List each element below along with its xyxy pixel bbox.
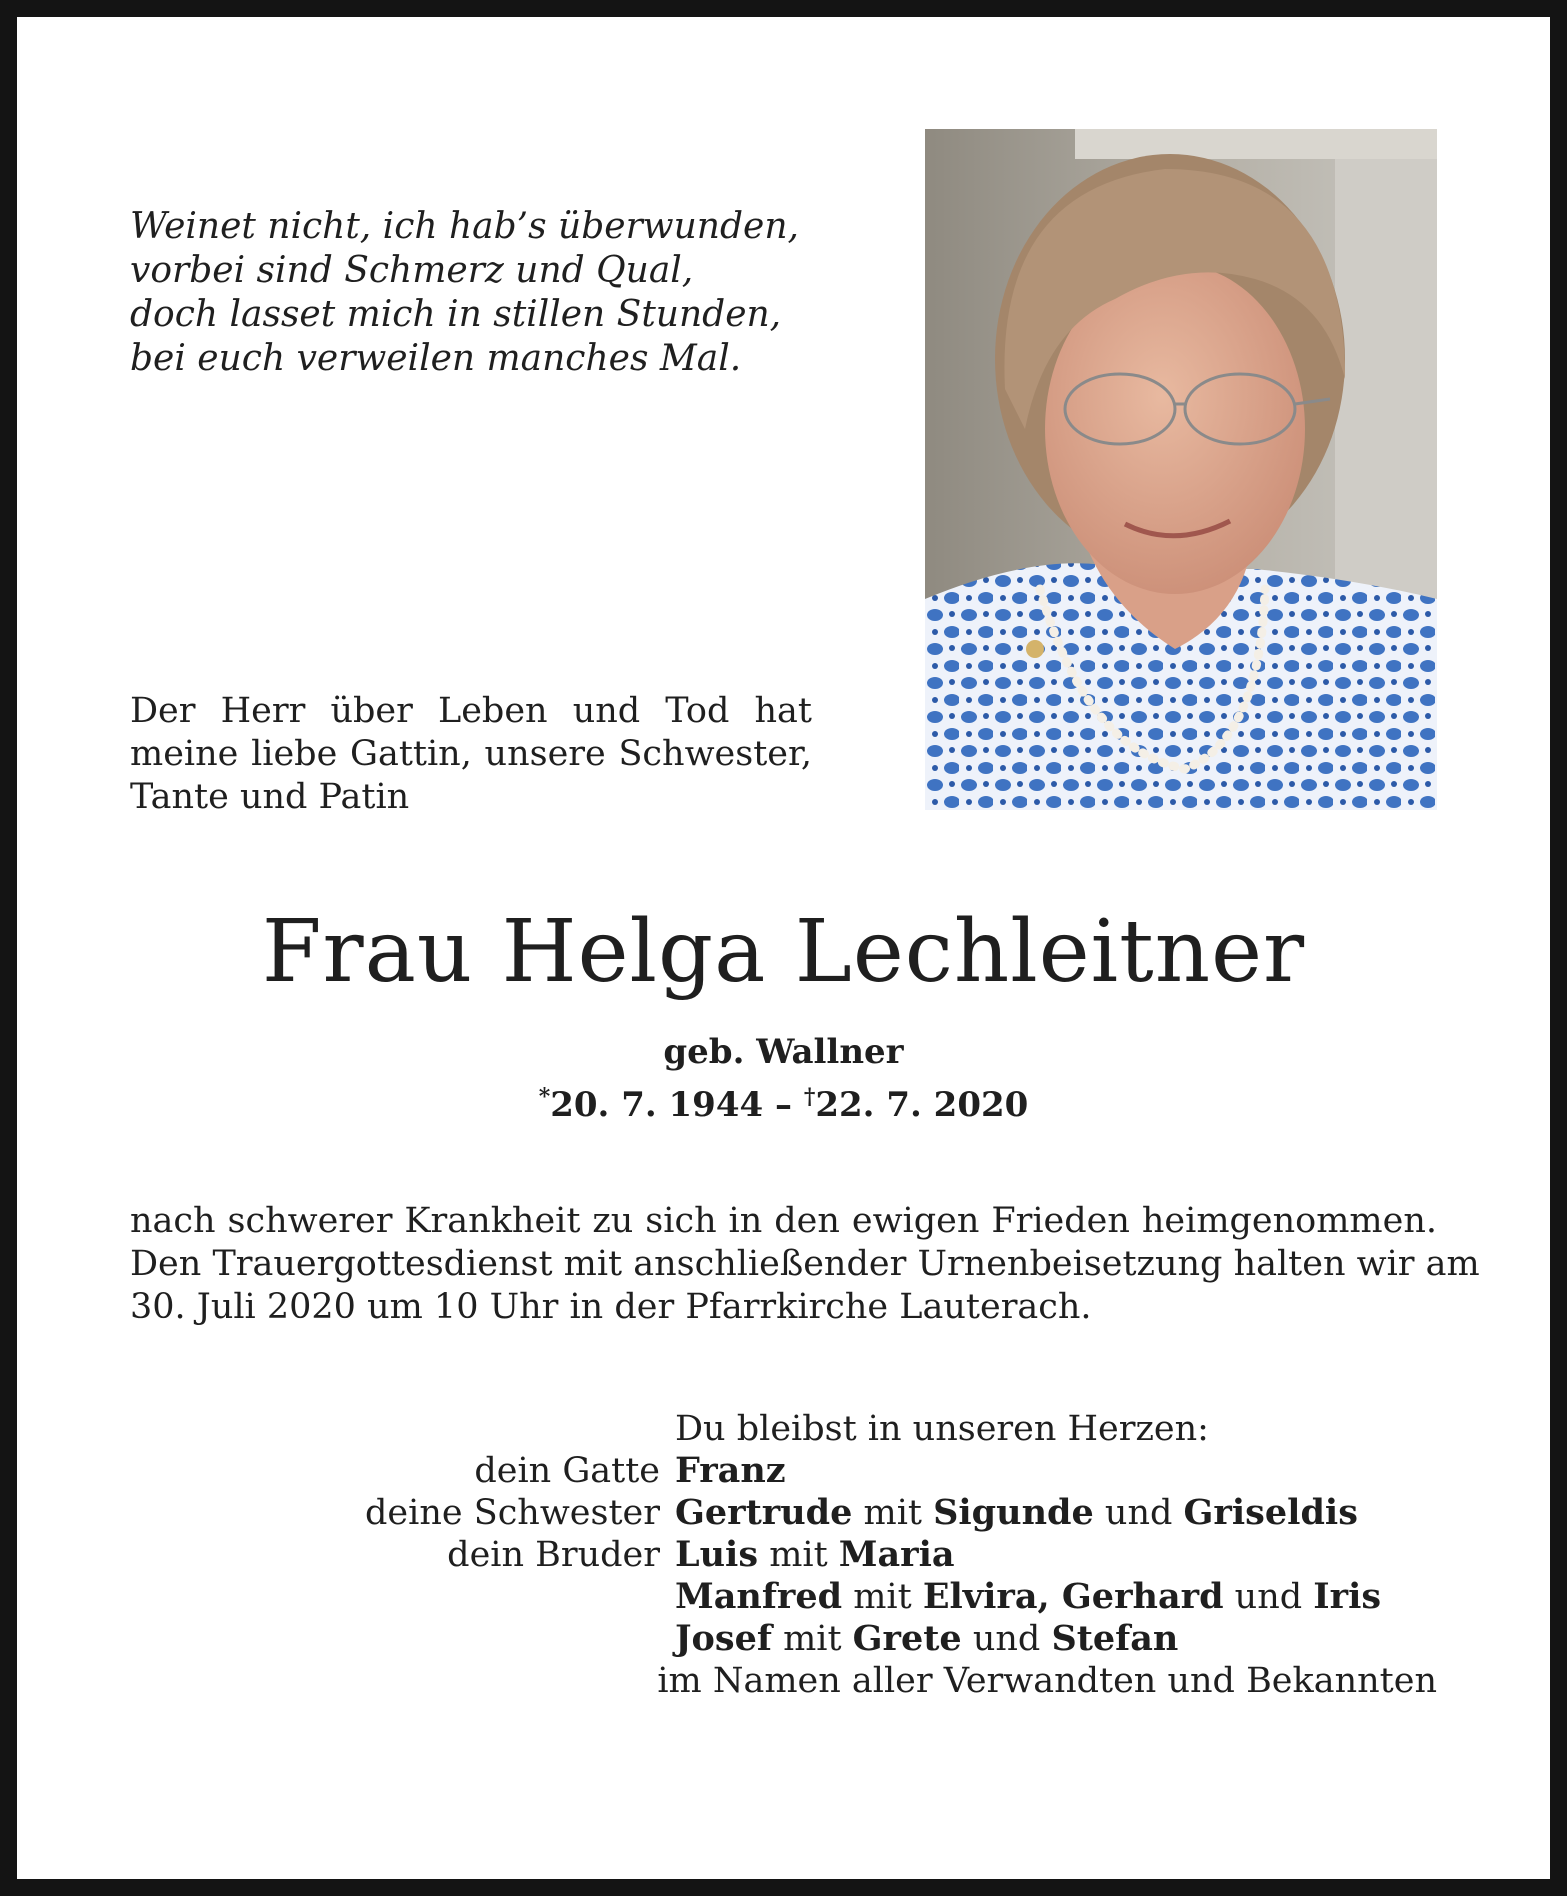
mourners-heading: Du bleibst in unseren Herzen:: [675, 1409, 1209, 1449]
mourner-names: [675, 1576, 1437, 1618]
mourner-connector: und: [1093, 1493, 1184, 1533]
mourner-name: Josef: [675, 1618, 772, 1659]
deceased-name: Frau Helga Lechleitner: [261, 902, 1306, 1002]
mourner-connector: und: [1223, 1577, 1314, 1617]
mourner-relation: dein Gatte: [474, 1451, 660, 1491]
mourner-name: Grete: [852, 1618, 962, 1659]
mourner-relation: [130, 1618, 675, 1660]
mourner-connector: mit: [852, 1493, 934, 1533]
mourners-closing-row: [130, 1660, 1437, 1702]
poem-line: Weinet nicht, ich hab’s überwunden,: [130, 206, 799, 247]
poem-line: doch lasset mich in stillen Stunden,: [130, 294, 782, 335]
mourner-names: [675, 1618, 1437, 1660]
announcement-line: 30. Juli 2020 um 10 Uhr in der Pfarrkirche Lauterach.: [130, 1287, 1092, 1327]
mourners-list: [130, 1408, 1437, 1702]
mourner-names: [675, 1492, 1437, 1534]
mourner-relation: dein Bruder: [447, 1535, 660, 1575]
mourner-connector: und: [961, 1619, 1052, 1659]
poem-line: vorbei sind Schmerz und Qual,: [130, 250, 694, 291]
mourner-name: Franz: [675, 1450, 786, 1491]
mourner-row: [130, 1450, 1437, 1492]
mourner-connector: mit: [758, 1535, 839, 1575]
mourner-name: Gertrude: [675, 1492, 853, 1533]
mourner-name: Griseldis: [1183, 1492, 1358, 1533]
mourner-name: Iris: [1313, 1576, 1382, 1617]
mourner-names: [675, 1534, 1437, 1576]
poem-line: bei euch verweilen manches Mal.: [130, 338, 742, 379]
mourner-relation: deine Schwester: [365, 1493, 660, 1533]
life-dates: [0, 1075, 1567, 1127]
mourner-row: [130, 1576, 1437, 1618]
date-separator: –: [763, 1085, 804, 1125]
mourner-row: [130, 1534, 1437, 1576]
mourner-name: Stefan: [1051, 1618, 1179, 1659]
mourner-names: [675, 1450, 1437, 1492]
announcement-text: [130, 1200, 1480, 1329]
mourner-name: Luis: [675, 1534, 759, 1575]
mourner-name: Manfred: [675, 1576, 843, 1617]
birth-date: 20. 7. 1944: [550, 1085, 764, 1125]
mourner-name: Sigunde: [933, 1492, 1094, 1533]
mourner-connector: mit: [842, 1577, 923, 1617]
announcement-line: nach schwerer Krankheit zu sich in den ewigen Frieden heimgenommen.: [130, 1201, 1437, 1241]
mourners-heading-row: [130, 1408, 1437, 1450]
mourner-name: Maria: [838, 1534, 955, 1575]
death-symbol: †: [803, 1084, 816, 1110]
mourners-closing: im Namen aller Verwandten und Bekannten: [657, 1661, 1437, 1701]
mourner-relation: [130, 1576, 675, 1618]
death-date: 22. 7. 2020: [815, 1085, 1029, 1125]
memorial-poem: [130, 205, 799, 381]
announcement-line: Den Trauergottesdienst mit anschließender Urnenbeisetzung halten wir am: [130, 1244, 1480, 1284]
mourner-connector: mit: [771, 1619, 853, 1659]
mourner-row: [130, 1492, 1437, 1534]
maiden-name: geb. Wallner: [663, 1032, 904, 1072]
mourner-row: [130, 1618, 1437, 1660]
intro-paragraph: Der Herr über Leben und Tod hat meine liebe Gattin, unsere Schwester, Tante und Patin: [130, 691, 812, 817]
mourner-name: Elvira, Gerhard: [922, 1576, 1224, 1617]
portrait-photo: [925, 129, 1437, 810]
birth-symbol: *: [538, 1084, 551, 1110]
